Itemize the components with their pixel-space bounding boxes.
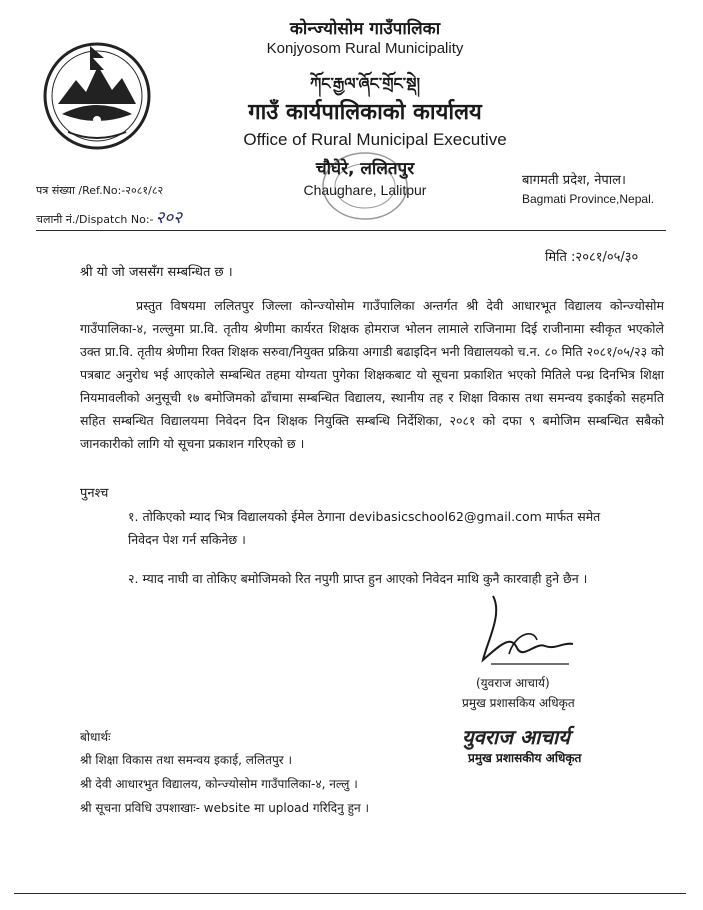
signatory-title-stamp: प्रमुख प्रशासकीय अधिकृत	[468, 751, 582, 765]
main-paragraph: प्रस्तुत विषयमा ललितपुर जिल्ला कोन्ज्योसोम गाउँपालिका अन्तर्गत श्री देवी आधारभूत विद्यालय कोन्ज्योसोम गाउँपालिका-४, नल्लुमा प्रा.वि. तृतीय श्रेणीमा कार्यरत शिक्षक होमराज भोलन लामाले राजिनामा दिई राजीनामा स्वीकृत भएकोले उक्त प्रा.वि. तृतीय श्रेणीमा रिक्त शिक्षक सरुवा/नियुक्त प्रक्रिया अगाडी बढाइदिन भनी विद्यालयको च.न. ८० मिति २०८१/०५/२३ को पत्रबाट अनुरोध भई आएकोले सम्बन्धित तहमा योग्यता पुगेका शिक्षकबाट यो सूचना प्रकाशित भएको मितिले पन्ध्र दिनभित्र शिक्षा नियमावलीको अनुसूची १७ बमोजिमको ढाँचामा सम्बन्धित विद्यालय, स्थानीय तह र शिक्षा विकास तथा समन्वय इकाईको सहमति सहित सम्बन्धित विद्यालयमा निवेदन दिन शिक्षक नियुक्ति सम्बन्धि निर्देशिका, २०८१ को दफा ९ बमोजिम सम्बन्धित सबैको जानकारीको लागि यो सूचना प्रकाशन गरिएको छ ।	[80, 298, 664, 451]
office-seal-icon	[320, 150, 410, 222]
letter-date: मिति :२०८१/०५/३०	[545, 250, 639, 265]
office-name-nepali: गाउँ कार्यपालिकाको कार्यालय	[248, 100, 482, 125]
cc-recipient: श्री देवी आधारभुत विद्यालय, कोन्ज्योसोम गाउँपालिका-४, नल्लु ।	[80, 777, 358, 791]
municipality-name-english: Konjyosom Rural Municipality	[266, 40, 464, 57]
cc-recipient: श्री सूचना प्रविधि उपशाखाः- website मा upload गरिदिनु हुन ।	[80, 801, 370, 815]
reference-value: २०८१/८२	[125, 184, 164, 197]
postscript-item: २. म्याद नाघी वा तोकिए बमोजिमको रित नपुगी प्राप्त हुन आएको निवेदन माथि कुनै कारवाही हुने छैन ।	[128, 571, 588, 586]
dispatch-number	[36, 205, 182, 228]
dispatch-value: २०२	[155, 208, 183, 228]
signatory-name: (युवराज आचार्य)	[476, 676, 550, 690]
place-nepali: चौघेरे, ललितपुर	[315, 159, 415, 179]
province-nepali: बागमती प्रदेश, नेपाल।	[522, 173, 626, 188]
cc-recipient-list	[80, 748, 369, 820]
dispatch-label: चलानी नं./Dispatch No:-	[36, 213, 154, 226]
reference-number	[36, 183, 163, 198]
signature-icon	[473, 584, 583, 674]
municipality-name-nepali: कोन्ज्योसोम गाउँपालिका	[289, 19, 441, 39]
cc-heading: बोधार्थः	[80, 730, 111, 744]
nepal-emblem-icon	[38, 36, 156, 152]
signatory-name-stamp: युवराज आचार्य	[462, 725, 570, 749]
postscript-label: पुनश्च	[80, 486, 109, 501]
place-english: Chaughare, Lalitpur	[303, 182, 427, 198]
cc-recipient: श्री शिक्षा विकास तथा समन्वय इकाई, ललितपुर ।	[80, 753, 293, 767]
salutation: श्री यो जो जससँग सम्बन्धित छ ।	[80, 265, 233, 280]
reference-label: पत्र संख्या /Ref.No:-	[36, 184, 126, 197]
signatory-title: प्रमुख प्रशासकिय अधिकृत	[462, 696, 575, 710]
province-english: Bagmati Province,Nepal.	[522, 192, 655, 206]
municipality-name-tibetan: ཀོང་རྒྱལ་ཞོང་གྲོང་སྡེ།	[309, 74, 421, 93]
footer-divider	[14, 893, 686, 894]
office-name-english: Office of Rural Municipal Executive	[243, 130, 507, 149]
header-divider	[36, 230, 666, 231]
postscript-item: १. तोकिएको म्याद भित्र विद्यालयको ईमेल ठेगाना devibasicschool62@gmail.com मार्फत समेत निवेदन पेश गर्न सकिनेछ ।	[128, 509, 601, 547]
